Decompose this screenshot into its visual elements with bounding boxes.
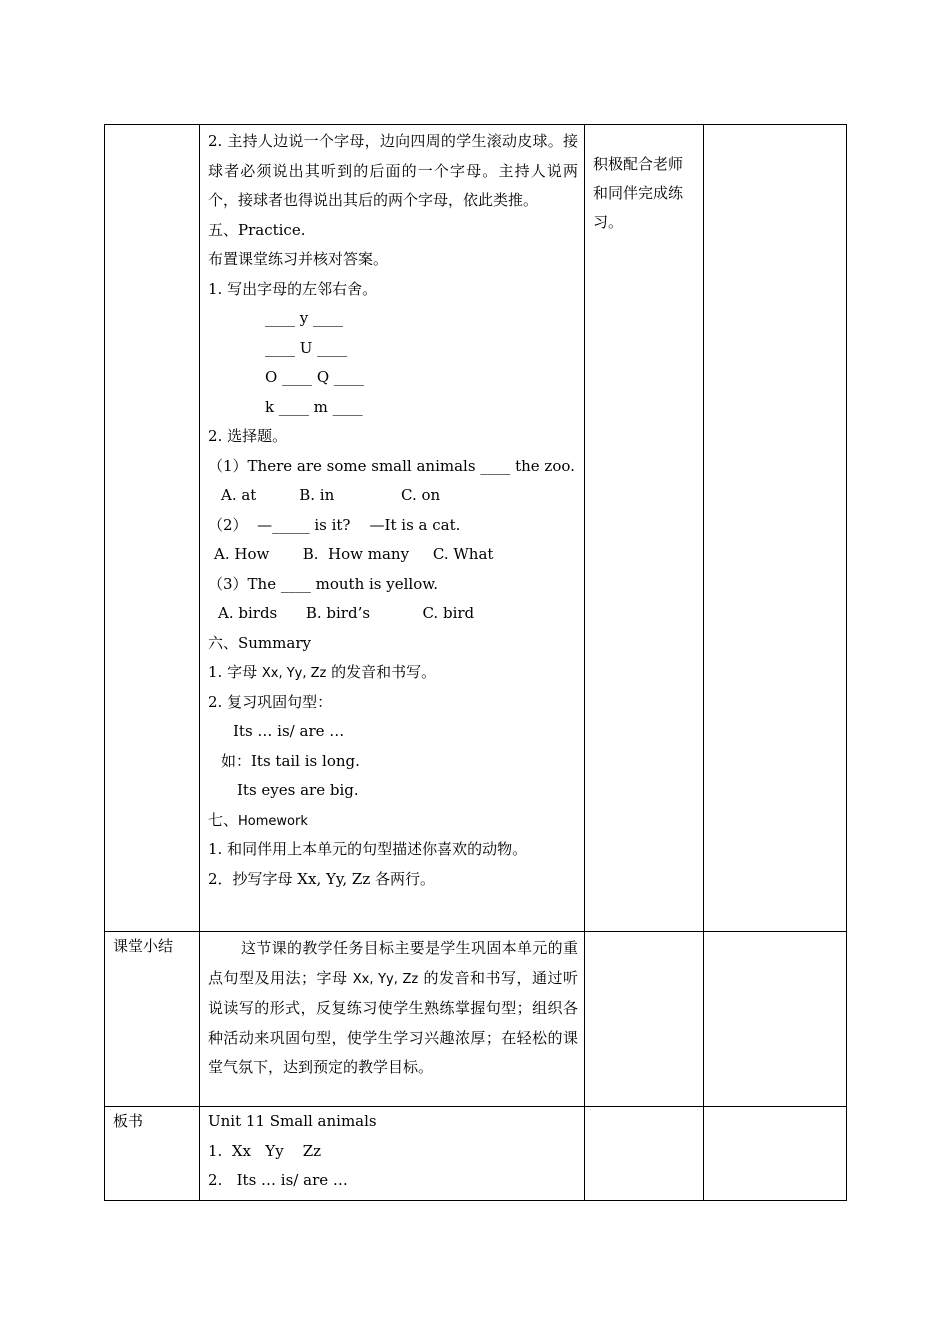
summary-letters: Xx, Yy, Zz — [261, 666, 327, 681]
question-3: （3）The ____ mouth is yellow. — [208, 574, 439, 593]
step-2-text: 2. 主持人边说一个字母，边向四周的学生滚动皮球。接球者必须说出其听到的后面的一个字母。主持人说两个，接球者也得说出其后的两个字母，依此类推。 — [208, 132, 578, 209]
exercise-1-line: ____ y ____ — [265, 309, 344, 327]
exercise-1-line: k ____ m ____ — [265, 397, 363, 416]
homework-item-1: 1. 和同伴用上本单元的句型描述你喜欢的动物。 — [208, 840, 528, 858]
class-summary-empty-cell-2 — [704, 932, 847, 1107]
student-activity-text: 积极配合老师和同伴完成练习。 — [593, 155, 684, 231]
practice-heading: 五、Practice. — [208, 220, 306, 239]
question-1-options: A. at B. in C. on — [221, 486, 441, 504]
blackboard-empty-cell — [585, 1107, 704, 1201]
homework-item-2: 2．抄写字母 Xx, Yy, Zz 各两行。 — [208, 869, 436, 888]
teaching-procedure-cell — [200, 125, 585, 932]
example-sentence-1: 如：Its tail is long. — [221, 751, 360, 770]
blackboard-label-cell — [105, 1107, 200, 1201]
question-1: （1）There are some small animals ____ the zoo. — [208, 456, 575, 475]
example-sentence-2: Its eyes are big. — [237, 781, 359, 799]
row-label-empty — [105, 125, 200, 932]
homework-prefix: 七、 — [208, 810, 239, 829]
class-summary-label-cell — [105, 932, 200, 1107]
class-summary-label: 课堂小结 — [113, 937, 174, 955]
summary-point-1 — [208, 658, 578, 688]
exercise-1-line: O ____ Q ____ — [265, 368, 364, 386]
blackboard-label: 板书 — [113, 1112, 144, 1130]
class-summary-text-cell — [200, 932, 585, 1107]
question-3-options: A. birds B. bird’s C. bird — [218, 604, 475, 622]
exercise-1-title: 1. 写出字母的左邻右舍。 — [208, 279, 378, 298]
summary-point-1-post: 的发音和书写。 — [326, 663, 437, 681]
class-summary-letters: Xx, Yy, Zz — [352, 971, 419, 987]
question-2-options: A. How B. How many C. What — [214, 545, 494, 563]
procedure-row — [105, 125, 847, 932]
exercise-2-title: 2. 选择题。 — [208, 427, 288, 445]
blackboard-row — [105, 1107, 847, 1201]
sentence-pattern: Its … is/ are … — [233, 722, 345, 740]
class-summary-empty-cell — [585, 932, 704, 1107]
class-summary-text — [208, 934, 578, 1083]
blackboard-letters: 1. Xx Yy Zz — [208, 1141, 322, 1160]
question-2: （2） —_____ is it? —It is a cat. — [208, 515, 461, 534]
class-summary-pre: 这节课的教学任务目标主要是学生巩固本单元的重点句型及用法；字母 — [208, 939, 578, 987]
lesson-plan-table — [104, 124, 847, 1201]
homework-word: Homework — [238, 813, 308, 829]
student-activity-cell — [585, 125, 704, 932]
exercise-1-line: ____ U ____ — [265, 338, 348, 357]
summary-heading: 六、Summary — [208, 633, 311, 652]
class-summary-post: 的发音和书写，通过听说读写的形式，反复练习使学生熟练掌握句型；组织各种活动来巩固句型，使学生学习兴趣浓厚；在轻松的课堂气氛下，达到预定的教学目标。 — [208, 968, 578, 1076]
blackboard-empty-cell-2 — [704, 1107, 847, 1201]
blackboard-pattern: 2. Its … is/ are … — [208, 1171, 348, 1189]
blackboard-title: Unit 11 Small animals — [208, 1112, 377, 1130]
summary-point-2: 2. 复习巩固句型： — [208, 692, 333, 711]
notes-cell-empty — [704, 125, 847, 932]
class-summary-row — [105, 932, 847, 1107]
practice-intro: 布置课堂练习并核对答案。 — [208, 250, 389, 268]
homework-heading — [208, 806, 578, 836]
blackboard-content-cell — [200, 1107, 585, 1201]
summary-point-1-pre: 1. 字母 — [208, 663, 262, 681]
